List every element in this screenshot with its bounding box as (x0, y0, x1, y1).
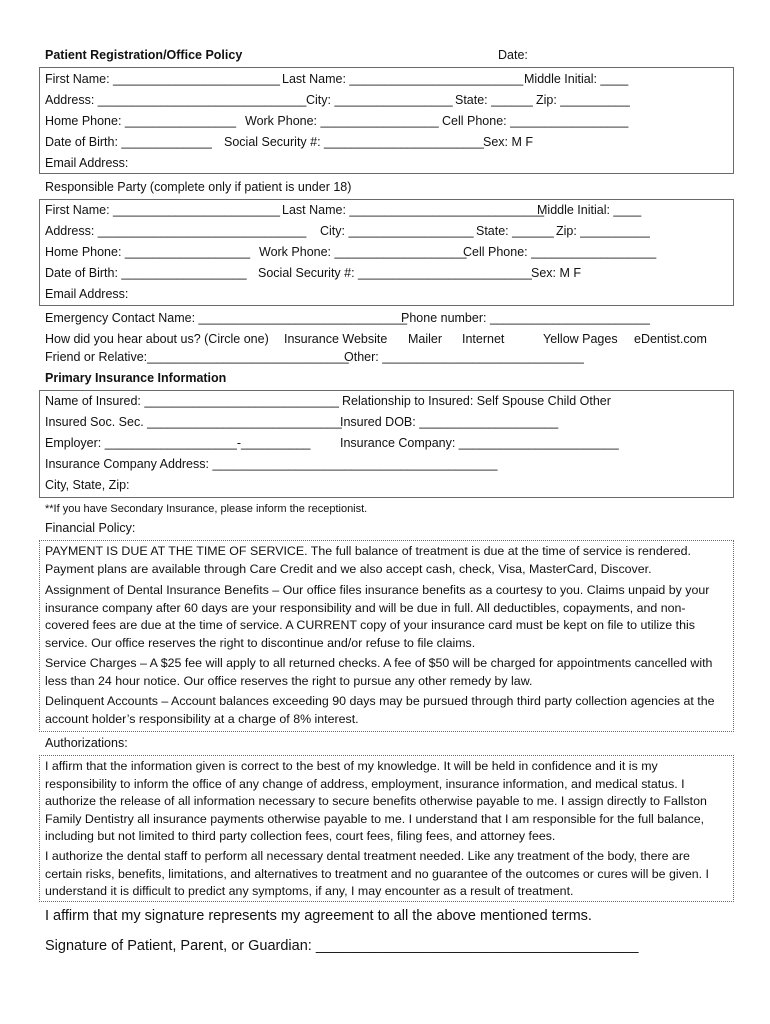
authorizations-heading: Authorizations: (45, 736, 128, 750)
insured-ssn-field[interactable]: Insured Soc. Sec. ____________________________ (45, 415, 342, 429)
signature-line[interactable]: Signature of Patient, Parent, or Guardian: ________________________________________ (45, 938, 639, 954)
referral-option-mailer[interactable]: Mailer (408, 332, 443, 346)
date-label: Date: (498, 48, 528, 62)
rp-email-field[interactable]: Email Address: (45, 287, 129, 301)
referral-option-insurance-website[interactable]: Insurance Website (284, 332, 388, 346)
rp-dob-field[interactable]: Date of Birth: __________________ (45, 266, 247, 280)
rp-address-field[interactable]: Address: ______________________________ (45, 224, 307, 238)
patient-cell-phone-field[interactable]: Cell Phone: _________________ (442, 114, 629, 128)
insurance-address-field[interactable]: Insurance Company Address: _________________________________________ (45, 457, 498, 471)
service-charges-paragraph: Service Charges – A $25 fee will apply to all returned checks. A fee of $50 will be charged for appointments cancelled with less than 24 hour notice. Our office reserves the right to pursue any other remedy by law. (45, 656, 713, 688)
rp-sex-field[interactable]: Sex: M F (531, 266, 582, 280)
rp-work-phone-field[interactable]: Work Phone: ___________________ (259, 245, 467, 259)
patient-work-phone-field[interactable]: Work Phone: _________________ (245, 114, 439, 128)
referral-friend-field[interactable]: Friend or Relative:_____________________________ (45, 350, 349, 364)
financial-policy-heading: Financial Policy: (45, 521, 136, 535)
secondary-insurance-note: **If you have Secondary Insurance, please inform the receptionist. (45, 503, 368, 515)
rp-first-name-field[interactable]: First Name: ________________________ (45, 203, 280, 217)
rp-state-field[interactable]: State: ______ (476, 224, 554, 238)
patient-ssn-field[interactable]: Social Security #: _______________________ (224, 135, 484, 149)
insured-name-field[interactable]: Name of Insured: ____________________________ (45, 394, 340, 408)
insurance-company-field[interactable]: Insurance Company: _______________________ (340, 436, 619, 450)
insurance-benefits-paragraph: Assignment of Dental Insurance Benefits – Our office files insurance benefits as a courtesy to you. Claims unpaid by your insurance company after 60 days are your responsibility and will be due in full. All deductibles, copayments, and non-covered fees are due at the time of service. A CURRENT copy of your insurance card must be kept on file to utilize this service. Our office reserves the right to discontinue and/or refuse to file claims. (45, 583, 710, 650)
insured-dob-field[interactable]: Insured DOB: ____________________ (340, 415, 559, 429)
responsible-party-heading: Responsible Party (complete only if patient is under 18) (45, 180, 352, 194)
insured-relationship-field[interactable]: Relationship to Insured: Self Spouse Child Other (342, 394, 611, 408)
rp-middle-initial-field[interactable]: Middle Initial: ____ (537, 203, 642, 217)
patient-address-field[interactable]: Address: ______________________________ (45, 93, 307, 107)
form-title: Patient Registration/Office Policy (45, 48, 243, 62)
delinquent-accounts-paragraph: Delinquent Accounts – Account balances exceeding 90 days may be pursued through third party collection agencies at the account holder’s responsibility at a charge of 8% interest. (45, 694, 715, 726)
emergency-phone-field[interactable]: Phone number: _______________________ (401, 311, 650, 325)
rp-last-name-field[interactable]: Last Name: ____________________________ (282, 203, 545, 217)
authorize-treatment-paragraph: I authorize the dental staff to perform all necessary dental treatment needed. Like any treatment of the body, there are certain risks, benefits, limitations, and alternatives to treatment and no guarantee of the outcomes or cures will be given. I understand it is difficult to predict any symptoms, if any, I may encounter as a result of treatment. (45, 849, 709, 898)
referral-question: How did you hear about us? (Circle one) (45, 332, 269, 346)
insurance-city-state-zip-field[interactable]: City, State, Zip: (45, 478, 130, 492)
rp-city-field[interactable]: City: __________________ (320, 224, 474, 238)
patient-email-field[interactable]: Email Address: (45, 156, 129, 170)
payment-due-paragraph: PAYMENT IS DUE AT THE TIME OF SERVICE. The full balance of treatment is due at the time of service is rendered. Payment plans are available through Care Credit and we also accept cash, check, Visa, MasterCard, Discover. (45, 544, 691, 576)
rp-ssn-field[interactable]: Social Security #: _________________________ (258, 266, 532, 280)
patient-state-field[interactable]: State: ______ (455, 93, 533, 107)
referral-option-edentist[interactable]: eDentist.com (634, 332, 707, 346)
patient-sex-field[interactable]: Sex: M F (483, 135, 534, 149)
rp-cell-phone-field[interactable]: Cell Phone: __________________ (463, 245, 657, 259)
patient-city-field[interactable]: City: _________________ (306, 93, 453, 107)
patient-first-name-field[interactable]: First Name: ________________________ (45, 72, 280, 86)
patient-home-phone-field[interactable]: Home Phone: ________________ (45, 114, 237, 128)
emergency-contact-field[interactable]: Emergency Contact Name: ______________________________ (45, 311, 408, 325)
signature-affirm-text: I affirm that my signature represents my agreement to all the above mentioned terms. (45, 908, 592, 924)
rp-zip-field[interactable]: Zip: __________ (556, 224, 650, 238)
patient-middle-initial-field[interactable]: Middle Initial: ____ (524, 72, 629, 86)
referral-option-yellow-pages[interactable]: Yellow Pages (543, 332, 618, 346)
rp-home-phone-field[interactable]: Home Phone: __________________ (45, 245, 251, 259)
patient-dob-field[interactable]: Date of Birth: _____________ (45, 135, 212, 149)
employer-field[interactable]: Employer: ___________________-__________ (45, 436, 311, 450)
patient-last-name-field[interactable]: Last Name: _________________________ (282, 72, 524, 86)
affirm-info-paragraph: I affirm that the information given is correct to the best of my knowledge. It will be held in confidence and it is my responsibility to inform the office of any change of address, employment, insurance information, and medical status. I authorize the release of all information necessary to secure benefits otherwise payable to me. I assign directly to Fallston Family Dentistry all insurance payments otherwise payable to me. I understand that I am responsible for the full balance, including but not limited to third party collection fees, court fees, filing fees, and attorney fees. (45, 759, 707, 843)
patient-zip-field[interactable]: Zip: __________ (536, 93, 630, 107)
insurance-heading: Primary Insurance Information (45, 371, 227, 385)
referral-other-field[interactable]: Other: _____________________________ (344, 350, 584, 364)
referral-option-internet[interactable]: Internet (462, 332, 505, 346)
